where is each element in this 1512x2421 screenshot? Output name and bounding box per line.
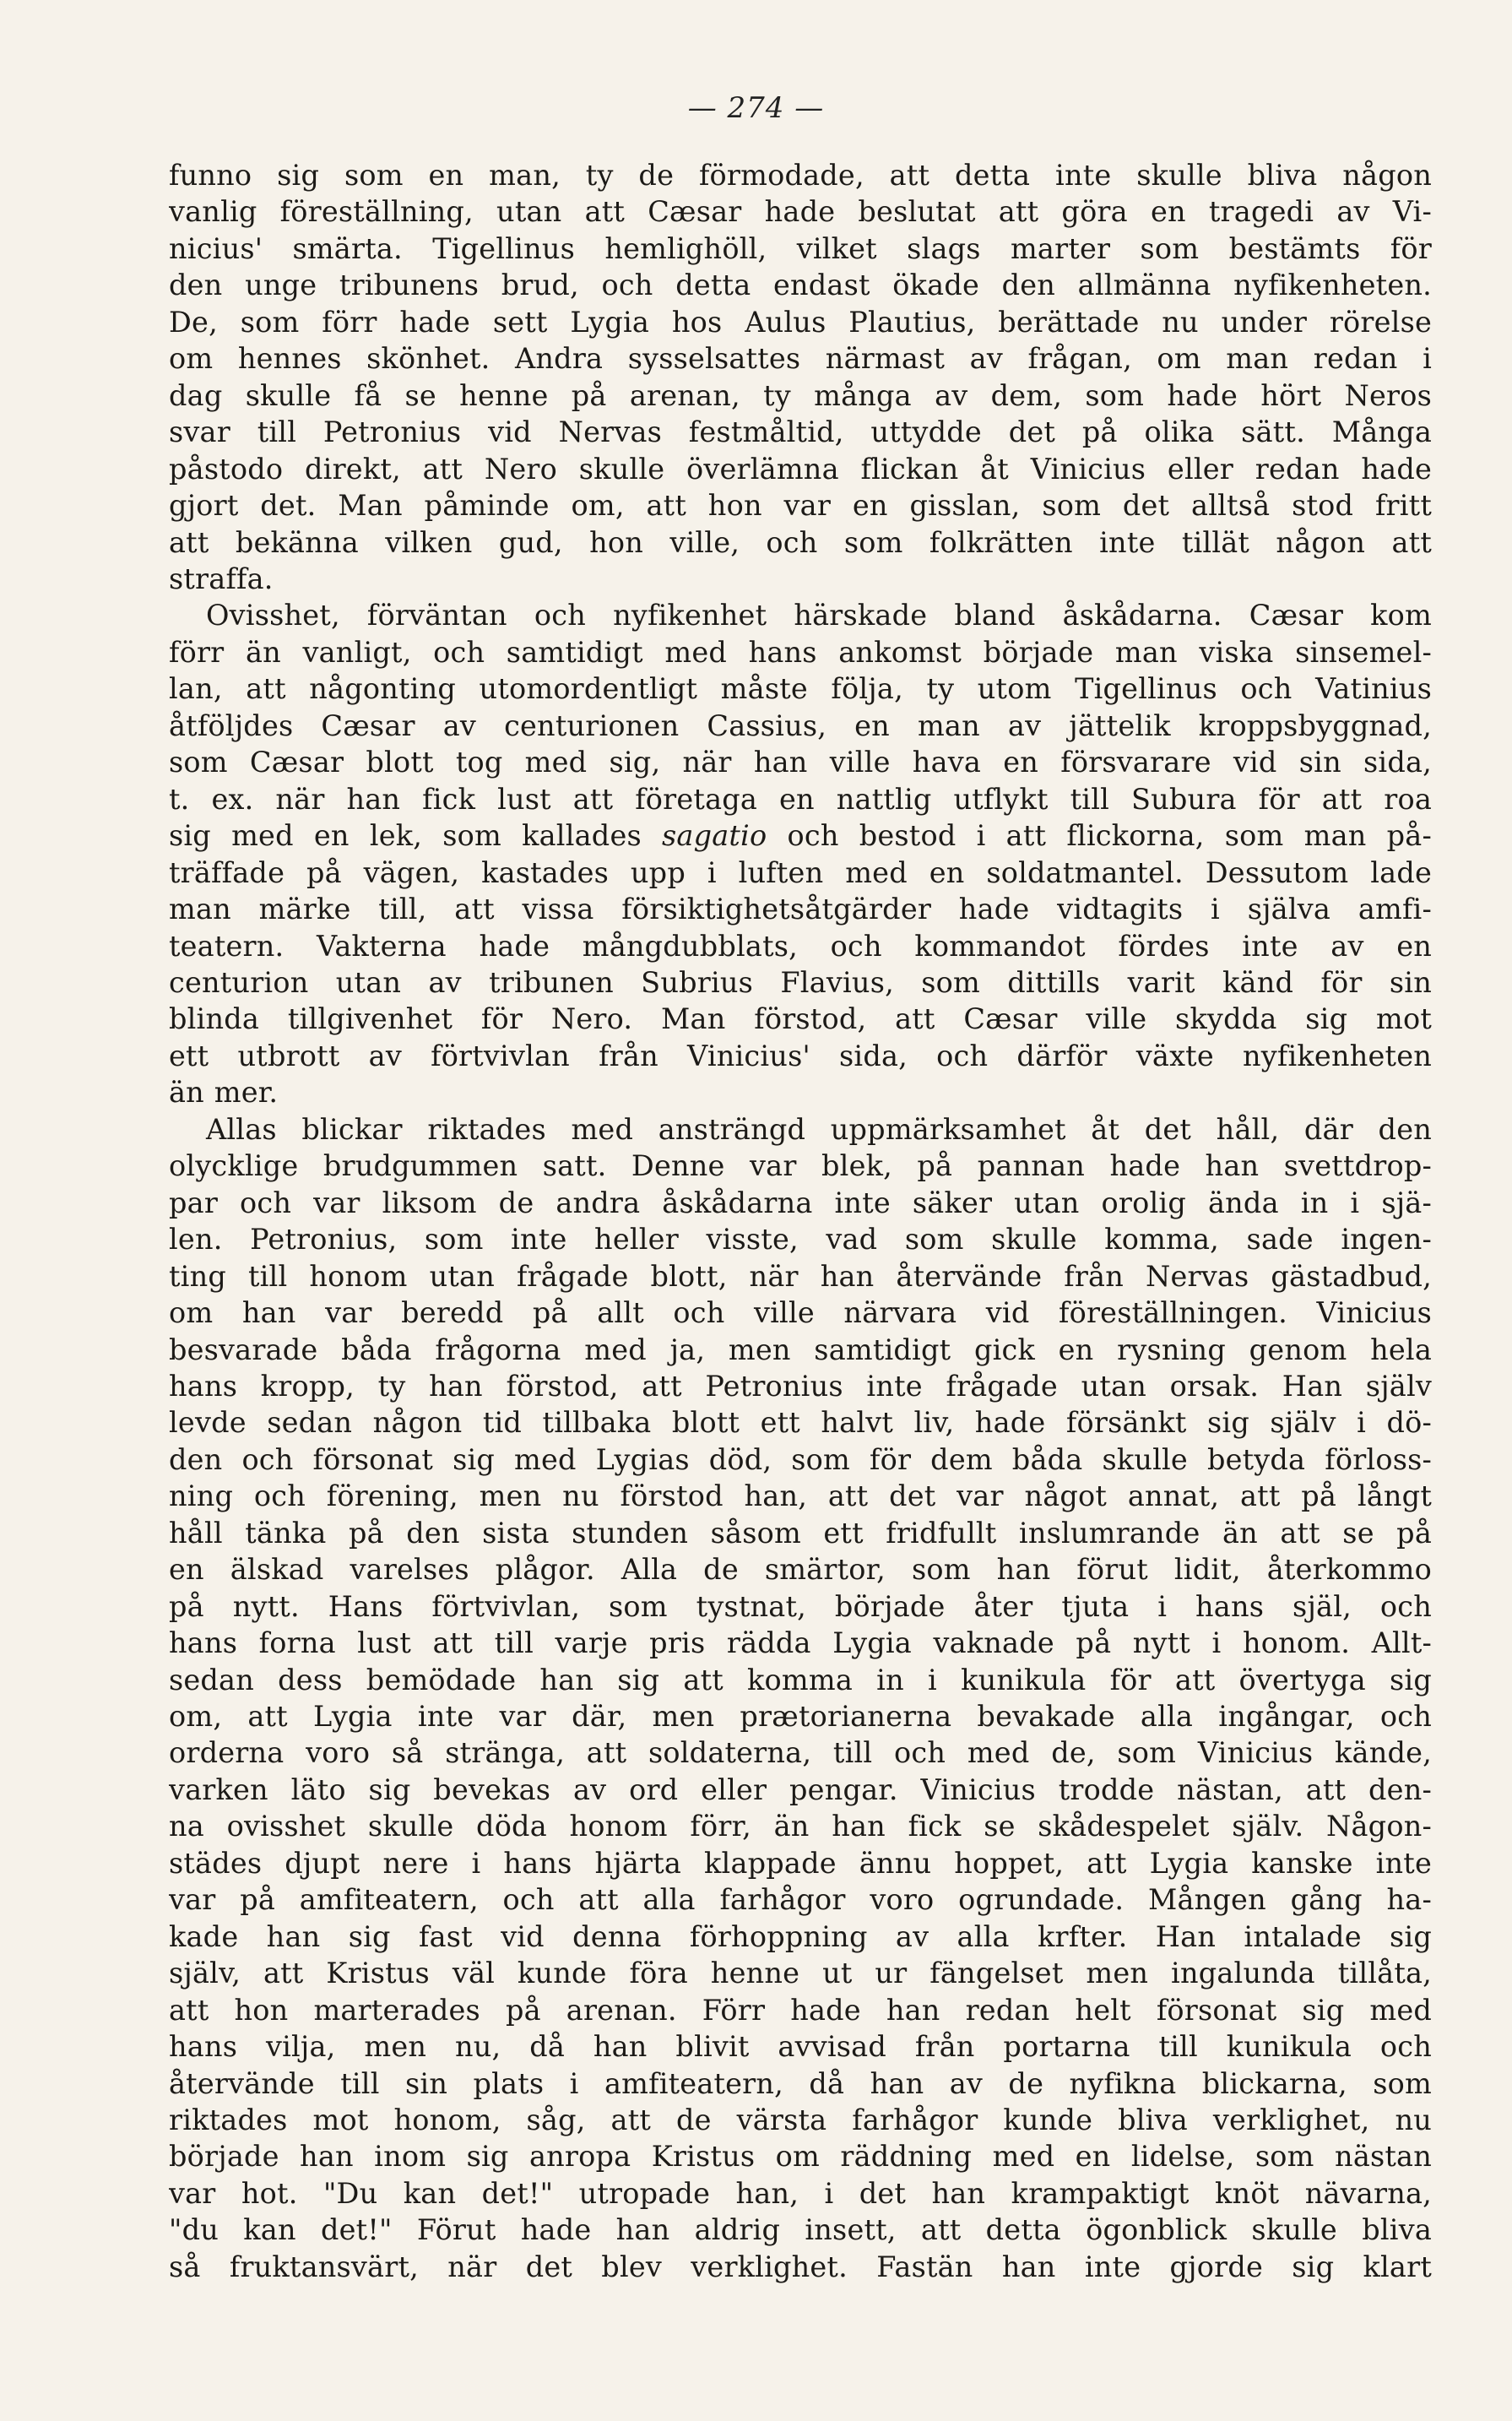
text-line: funno sig som en man, ty de förmodade, att detta inte skulle bliva någon [169,159,1432,192]
text-line: den unge tribunens brud, och detta endast ökade den allmänna nyfikenheten. [169,269,1432,302]
text-line: ting till honom utan frågade blott, när han återvände från Nervas gästadbud, [169,1259,1432,1293]
text-line: påstodo direkt, att Nero skulle överlämna flickan åt Vinicius eller redan hade [169,452,1432,486]
text-line: varken läto sig bevekas av ord eller pengar. Vinicius trodde nästan, att den- [169,1772,1432,1806]
text-line: len. Petronius, som inte heller visste, vad som skulle komma, sade ingen- [169,1223,1432,1257]
text-line: lan, att någonting utomordentligt måste följa, ty utom Tigellinus och Vatinius [169,672,1432,706]
text-line: var hot. "Du kan det!" utropade han, i det han krampaktigt knöt nävarna, [169,2176,1432,2210]
text-line: hans kropp, ty han förstod, att Petronius inte frågade utan orsak. Han själv [169,1369,1432,1403]
text-line: nicius' smärta. Tigellinus hemlighöll, vilket slags marter som bestämts för [169,231,1432,265]
text-line: att hon marterades på arenan. Förr hade han redan helt försonat sig med [169,1993,1432,2027]
text-line: par och var liksom de andra åskådarna inte säker utan orolig ända in i sjä- [169,1186,1432,1219]
text-line: man märke till, att vissa försiktighetsåtgärder hade vidtagits i själva amfi- [169,893,1432,926]
text-line: städes djupt nere i hans hjärta klappade ännu hoppet, att Lygia kanske inte [169,1846,1432,1880]
text-line: om han var beredd på allt och ville närvara vid föreställningen. Vinicius [169,1296,1432,1330]
text-line: riktades mot honom, såg, att de värsta farhågor kunde bliva verklighet, nu [169,2103,1432,2137]
text-line: hans vilja, men nu, då han blivit avvisad från portarna till kunikula och [169,2030,1432,2064]
text-line: "du kan det!" Förut hade han aldrig insett, att detta ögonblick skulle bliva [169,2213,1432,2247]
text-line: besvarade båda frågorna med ja, men samtidigt gick en rysning genom hela [169,1333,1432,1366]
text-line: håll tänka på den sista stunden såsom ett fridfullt inslumrande än att se på [169,1516,1432,1550]
italic-word: sagatio [662,819,767,853]
text-line: själv, att Kristus väl kunde föra henne ut ur fängelset men ingalunda tillåta, [169,1957,1432,1990]
text-line: började han inom sig anropa Kristus om räddning med en lidelse, som nästan [169,2140,1432,2174]
text-line: återvände till sin plats i amfiteatern, då han av de nyfikna blickarna, som [169,2066,1432,2100]
text-line: kade han sig fast vid denna förhoppning av alla krfter. Han intalade sig [169,1919,1432,1953]
paragraph-start-line: Allas blickar riktades med ansträngd uppmärksamhet åt det håll, där den [206,1112,1432,1146]
text-line: dag skulle få se henne på arenan, ty många av dem, som hade hört Neros [169,378,1432,412]
text-line: svar till Petronius vid Nervas festmåltid, uttydde det på olika sätt. Många [169,415,1432,449]
text-line: om, att Lygia inte var där, men prætorianerna bevakade alla ingångar, och [169,1700,1432,1734]
text-line: träffade på vägen, kastades upp i luften med en soldatmantel. Dessutom lade [169,855,1432,889]
text-line: att bekänna vilken gud, hon ville, och som folkrätten inte tillät någon att [169,525,1432,559]
paragraph-start-line: Ovisshet, förväntan och nyfikenhet härskade bland åskådarna. Cæsar kom [206,599,1432,632]
text-line: så fruktansvärt, när det blev verklighet. Fastän han inte gjorde sig klart [169,2250,1432,2283]
text-line: som Cæsar blott tog med sig, när han ville hava en försvarare vid sin sida, [169,746,1432,779]
text-line: än mer. [169,1076,279,1110]
text-line: åtföljdes Cæsar av centurionen Cassius, en man av jättelik kroppsbyggnad, [169,708,1432,742]
text-line: na ovisshet skulle döda honom förr, än han fick se skådespelet själv. Någon- [169,1810,1432,1843]
text-line: De, som förr hade sett Lygia hos Aulus Plautius, berättade nu under rörelse [169,305,1432,339]
text-line: vanlig föreställning, utan att Cæsar hade beslutat att göra en tragedi av Vi- [169,195,1432,229]
text-segment: sig med en lek, som kallades [169,819,663,853]
text-line: orderna voro så stränga, att soldaterna, till och med de, som Vinicius kände, [169,1736,1432,1770]
text-line: gjort det. Man påminde om, att hon var en gisslan, som det alltså stod fritt [169,489,1432,523]
text-line: t. ex. när han fick lust att företaga en nattlig utflykt till Subura för att roa [169,782,1432,816]
text-line: förr än vanligt, och samtidigt med hans ankomst började man viska sinsemel- [169,635,1432,669]
text-line: var på amfiteatern, och att alla farhågor voro ogrundade. Mången gång ha- [169,1883,1432,1917]
text-line: en älskad varelses plågor. Alla de smärtor, som han förut lidit, återkommo [169,1553,1432,1587]
text-line: centurion utan av tribunen Subrius Flavius, som dittills varit känd för sin [169,965,1432,999]
page-number: — 274 — [687,91,825,125]
text-line: den och försonat sig med Lygias död, som för dem båda skulle betyda förloss- [169,1442,1432,1476]
text-line-with-italic [169,817,1432,854]
text-line: ett utbrott av förtvivlan från Vinicius' sida, och därför växte nyfikenheten [169,1039,1432,1072]
text-line: levde sedan någon tid tillbaka blott ett halvt liv, hade försänkt sig själv i dö- [169,1406,1432,1440]
text-line: på nytt. Hans förtvivlan, som tystnat, började åter tjuta i hans själ, och [169,1589,1432,1623]
text-line: ning och förening, men nu förstod han, att det var något annat, att på långt [169,1479,1432,1513]
body-text [169,157,1432,2285]
text-line: teatern. Vakterna hade mångdubblats, och kommandot fördes inte av en [169,929,1432,963]
text-line: olycklige brudgummen satt. Denne var blek, på pannan hade han svettdrop- [169,1149,1432,1183]
text-line: blinda tillgivenhet för Nero. Man förstod, att Cæsar ville skydda sig mot [169,1002,1432,1036]
text-line: straffa. [169,562,274,595]
text-line: om hennes skönhet. Andra sysselsattes närmast av frågan, om man redan i [169,342,1432,376]
text-line: sedan dess bemödade han sig att komma in i kunikula för att övertyga sig [169,1663,1432,1696]
text-segment: och bestod i att flickorna, som man på- [767,819,1432,853]
text-line: hans forna lust att till varje pris rädda Lygia vaknade på nytt i honom. Allt- [169,1626,1432,1660]
